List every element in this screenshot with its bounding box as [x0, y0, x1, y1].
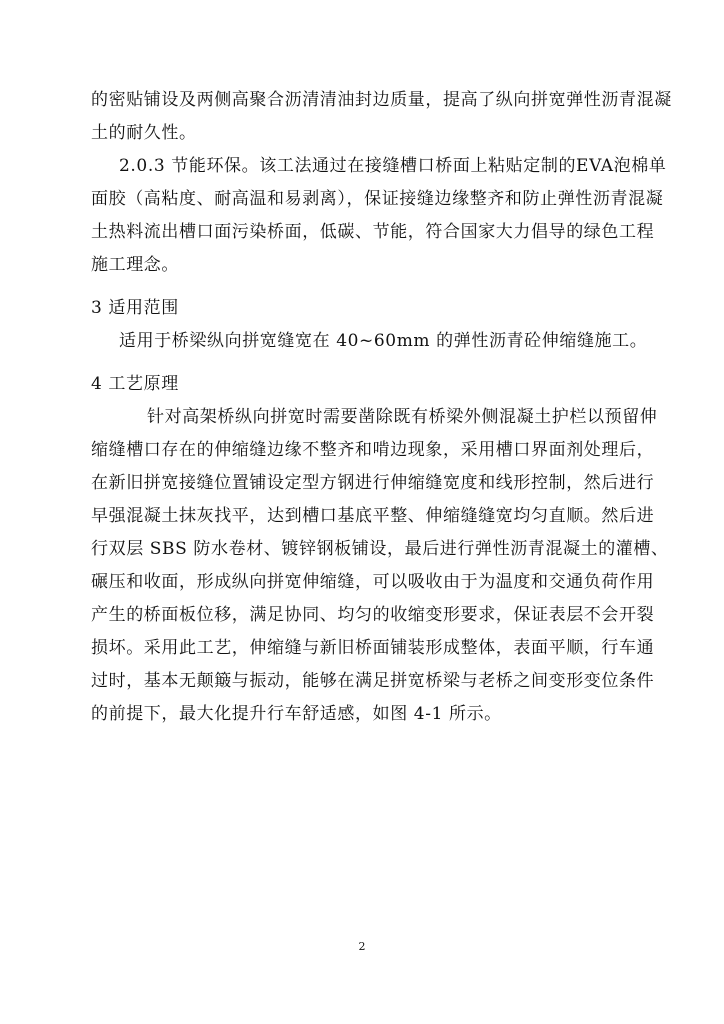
- text-line: 土热料流出槽口面污染桥面，低碳、节能，符合国家大力倡导的绿色工程: [91, 222, 655, 242]
- text-line: 针对高架桥纵向拼宽时需要凿除既有桥梁外侧混凝土护栏以预留伸: [147, 407, 658, 427]
- text-line: 面胶（高粘度、耐高温和易剥离），保证接缝边缘整齐和防止弹性沥青混凝: [91, 189, 664, 209]
- text-line: 在新旧拼宽接缝位置铺设定型方钢进行伸缩缝宽度和线形控制，然后进行: [91, 473, 655, 493]
- section-heading: 3 适用范围: [91, 298, 179, 318]
- text-line: 缩缝槽口存在的伸缩缝边缘不整齐和啃边现象，采用槽口界面剂处理后，: [91, 440, 655, 460]
- text-line: 碾压和收面，形成纵向拼宽伸缩缝，可以吸收由于为温度和交通负荷作用: [91, 572, 655, 592]
- text-line: 早强混凝土抹灰找平，达到槽口基底平整、伸缩缝缝宽均匀直顺。然后进: [91, 506, 655, 526]
- text-line: 损坏。采用此工艺，伸缩缝与新旧桥面铺装形成整体，表面平顺，行车通: [91, 638, 655, 658]
- text-line: 适用于桥梁纵向拼宽缝宽在 40~60mm 的弹性沥青砼伸缩缝施工。: [119, 331, 648, 351]
- text-line: 过时，基本无颠簸与振动，能够在满足拼宽桥梁与老桥之间变形变位条件: [91, 671, 655, 691]
- text-line: 土的耐久性。: [91, 123, 197, 143]
- text-line: 2.0.3 节能环保。该工法通过在接缝槽口桥面上粘贴定制的EVA泡棉单: [119, 156, 667, 176]
- text-line: 行双层 SBS 防水卷材、镀锌钢板铺设，最后进行弹性沥青混凝土的灌槽、: [91, 539, 669, 559]
- section-heading: 4 工艺原理: [91, 374, 179, 394]
- text-line: 的密贴铺设及两侧高聚合沥清清油封边质量，提高了纵向拼宽弹性沥青混凝: [91, 90, 672, 110]
- text-line: 的前提下，最大化提升行车舒适感，如图 4-1 所示。: [91, 704, 502, 724]
- text-line: 施工理念。: [91, 255, 179, 275]
- text-line: 产生的桥面板位移，满足协同、均匀的收缩变形要求，保证表层不会开裂: [91, 605, 655, 625]
- page-number: 2: [358, 940, 366, 953]
